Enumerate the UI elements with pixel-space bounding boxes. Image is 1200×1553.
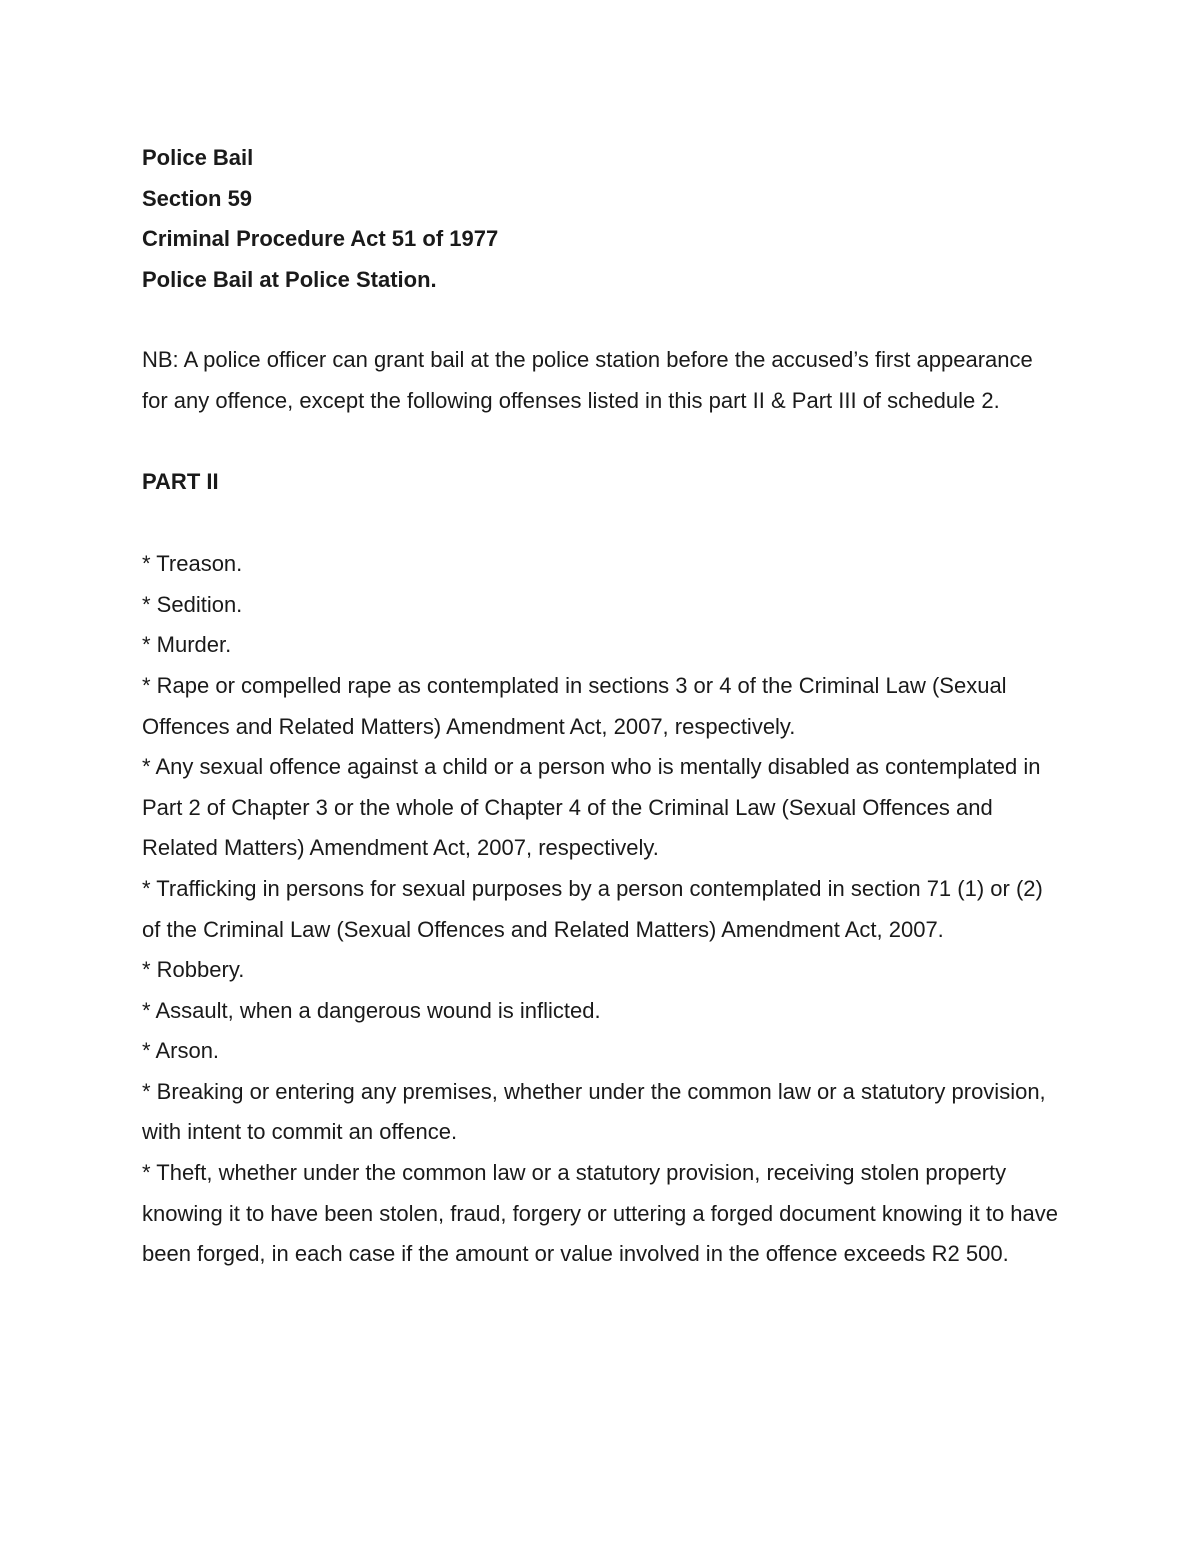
list-item: * Any sexual offence against a child or a person who is mentally disabled as contemplated in Part 2 of Chapter 3 or the whole of Chapter 4 of the Criminal Law (Sexual Offences and Related Matters) Amendment Act, 2007, respectively.: [142, 754, 1041, 861]
list-item: * Murder.: [142, 632, 232, 658]
section-number: Section 59: [142, 185, 253, 211]
list-item: * Breaking or entering any premises, whether under the common law or a statutory provision, with intent to commit an offence.: [142, 1078, 1046, 1145]
document-subtitle: Police Bail at Police Station.: [142, 266, 437, 292]
list-item: * Treason.: [142, 551, 243, 577]
list-item: * Arson.: [142, 1038, 220, 1064]
list-item: * Sedition.: [142, 591, 243, 617]
document-page: [142, 138, 1062, 1275]
spacer: [142, 422, 1062, 462]
offence-list: [142, 544, 1062, 1275]
part-title: PART II: [142, 468, 219, 494]
act-reference: Criminal Procedure Act 51 of 1977: [142, 226, 499, 252]
spacer: [142, 502, 1062, 544]
list-item: * Trafficking in persons for sexual purposes by a person contemplated in section 71 (1) or (2) of the Criminal Law (Sexual Offences and Related Matters) Amendment Act, 2007.: [142, 875, 1043, 942]
spacer: [142, 300, 1062, 340]
list-item: * Robbery.: [142, 957, 245, 983]
list-item: * Rape or compelled rape as contemplated in sections 3 or 4 of the Criminal Law (Sexual Offences and Related Matters) Amendment Act, 2007, respectively.: [142, 672, 1007, 739]
note-paragraph: NB: A police officer can grant bail at the police station before the accused’s first appearance for any offence, except the following offenses listed in this part II & Part III of schedule 2.: [142, 347, 1033, 413]
document-title: Police Bail: [142, 145, 254, 170]
list-item: * Assault, when a dangerous wound is inflicted.: [142, 997, 601, 1023]
list-item: * Theft, whether under the common law or a statutory provision, receiving stolen property knowing it to have been stolen, fraud, forgery or uttering a forged document knowing it to have been forged, in each case if the amount or value involved in the offence exceeds R2 500.: [142, 1160, 1058, 1267]
